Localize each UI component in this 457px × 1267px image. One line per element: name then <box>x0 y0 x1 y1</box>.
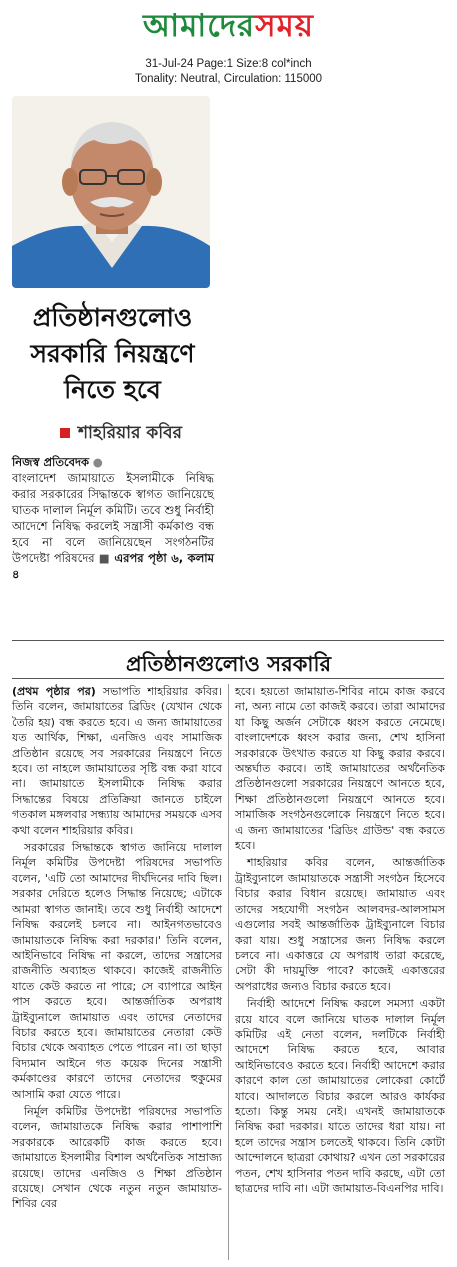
col2-paragraph-1: হবে। হয়তো জামায়াত-শিবির নামে কাজ করবে না, অন্য নামে তো কাজই করবে। তারা আমাদের যা কিছু অর্জন সেটাকে ধ্বংস করতে নেমেছে। বাংলাদেশকে ধ্বংস করার জন্য, শেখ হাসিনা সরকারকে উৎখাত করতে যা কিছু করার করবে। অন্তর্ঘাত করবে। তাই জামায়াতের অর্থনৈতিক প্রতিষ্ঠানগুলো সরকারের নিয়ন্ত্রণে আনতে হবে, শিক্ষা প্রতিষ্ঠানগুলো নিয়ন্ত্রণে আনতে হবে। সামাজিক সংগঠনগুলোকে নিয়ন্ত্রণে নিতে হবে। এ জন্য জামায়াতের 'ব্রিডিং গ্রাউন্ড' বন্ধ করতে হবে। <box>235 685 445 853</box>
continued-section-title: প্রতিষ্ঠানগুলোও সরকারি <box>125 651 332 676</box>
col1-paragraph-3: নির্মূল কমিটির উপদেষ্টা পরিষদের সভাপতি বলেন, জামায়াতকে নিষিদ্ধ করার পাশাপাশি সরকারকে আরেকটি কাজ করতে হবে। জামায়াতে ইসলামীর বিশাল অর্থনৈতিক সাম্রাজ্য রয়েছে। তাদের এনজিও ও শিক্ষা প্রতিষ্ঠান রয়েছে। সেখান থেকে নতুন নতুন জামায়াত-শিবির বের <box>12 1104 222 1211</box>
masthead-part-1: আমাদের <box>142 8 256 44</box>
section-top-rule <box>12 640 444 641</box>
reporter-label: নিজস্ব প্রতিবেদক <box>12 455 90 469</box>
continuation-square-icon: ■ <box>98 551 111 565</box>
headline <box>0 300 225 408</box>
continuation-note: এরপর পৃষ্ঠা ৬, কলাম ৪ <box>12 551 214 581</box>
col1-paragraph-2: সরকারের সিদ্ধান্তকে স্বাগত জানিয়ে দালাল নির্মূল কমিটির উপদেষ্টা পরিষদের সভাপতি বলেন, 'এটি তো আমাদের দীর্ঘদিনের দাবি ছিল। সরকার দেরিতে হলেও সিদ্ধান্ত নিয়েছে; এটাকে আমরা স্বাগত জানাই। তবে শুধু নির্বাহী আদেশে নিষিদ্ধ করলেই চলবে না। আইনগতভাবেও জামায়াতকে নিষিদ্ধ করা দরকার।' তিনি বলেন, আইনিভাবে নিষিদ্ধ না করলে, তাদের সন্ত্রাসের রাজনীতি অব্যাহত থাকবে। কাজেই রাজনীতি যাতে কেউ করতে না পারে; সে ব্যাপারে আইন পাস করতে হবে। আন্তর্জাতিক অপরাধ ট্রাইব্যুনালে জামায়াত এবং তাদের নেতাদের বিচার করতে হবে। জামায়াতের নেতারা কেউ বিচার থেকে অব্যাহত পেতে পারেন না। তা ছাড়া বিদ্যমান আইনে গত কয়েক দিনের সন্ত্রাসী কর্মকাণ্ডের কারণে তাদের নেতাদের হুকুমের আসামি করা যেতে পারে। <box>12 841 222 1101</box>
author-byline <box>60 420 182 448</box>
article-column-1 <box>12 684 222 1214</box>
grey-dot-icon: ● <box>92 455 103 469</box>
author-name: শাহরিয়ার কবির <box>78 423 182 443</box>
article-column-2 <box>235 684 445 1198</box>
col2-paragraph-3: নির্বাহী আদেশে নিষিদ্ধ করলে সমস্যা একটা রয়ে যাবে বলে জানিয়ে ঘাতক দালাল নির্মূল কমিটির এই নেতা বলেন, দলটিকে নির্বাহী আদেশে নিষিদ্ধ করতে হবে, আবার আইনিভাবেও করতে হবে। নির্বাহী আদেশে করার কারণে কাল তো জামায়াতের লোকেরা কোর্টে যাবে। আদালতে বিচার করলে আরও কার্যকর হতো। কিন্তু সময় নেই। এখনই জামায়াতকে নিষিদ্ধ করা দরকার। যাতে তাদের ধরা যায়। না হলে তাদের সন্ত্রাস চলতেই থাকবে। তিনি কোটা আন্দোলনে ছাত্ররা কোথায়? এখন তো সরকারের পতন, শেখ হাসিনার পতন দাবি করছে, এটা তো ছাত্রদের দাবি না। এটা জামায়াত-বিএনপির দাবি। <box>235 997 445 1195</box>
headline-line-2: সরকারি নিয়ন্ত্রণে <box>30 339 195 368</box>
clipping-meta-line-2: Tonality: Neutral, Circulation: 115000 <box>134 73 323 85</box>
section-title-rule <box>12 678 444 679</box>
teaser-text: বাংলাদেশ জামায়াতে ইসলামীকে নিষিদ্ধ করার সরকারের সিদ্ধান্তকে স্বাগত জানিয়েছে ঘাতক দালাল নির্মূল কমিটি। তবে শুধু নির্বাহী আদেশে নিষিদ্ধ করলেই সন্ত্রাসী কর্মকাণ্ড বন্ধ হবে না বলে জানিয়েছেন সংগঠনটির উপদেষ্টা পরিষদের <box>12 471 214 565</box>
author-portrait-image <box>12 96 210 288</box>
clipping-meta-line-1: 31-Jul-24 Page:1 Size:8 col*inch <box>145 58 312 70</box>
column-divider <box>228 684 229 1260</box>
masthead-logo <box>0 2 457 54</box>
col1-paragraph-1: সভাপতি শাহরিয়ার কবির। তিনি বলেন, জামায়াতের ব্রিডিং (যেখান থেকে তৈরি হয়) বন্ধ করতে হবে। এ জন্য জামায়াতের যত আর্থিক, শিক্ষা, এনজিও এবং সামাজিক প্রতিষ্ঠান রয়েছে সব সরকারের নিয়ন্ত্রণে নিতে হবে। তা নাহলে জামায়াতের সৃষ্টি বন্ধ করা যাবে না। জামায়াতে ইসলামীকে নিষিদ্ধ করার সিদ্ধান্তের বিষয়ে প্রতিক্রিয়া জানতে চাইলে গতকাল মঙ্গলবার সন্ধ্যায় আমাদের সময়কে এসব কথা বলেন শাহরিয়ার কবির। <box>12 685 222 837</box>
headline-line-1: প্রতিষ্ঠানগুলোও <box>32 303 193 332</box>
masthead-part-2: সময় <box>255 8 315 44</box>
red-square-bullet-icon <box>60 428 70 438</box>
headline-line-3: নিতে হবে <box>64 375 161 404</box>
author-photo <box>12 96 210 288</box>
teaser-paragraph <box>12 454 214 582</box>
continued-lead: (প্রথম পৃষ্ঠার পর) <box>12 685 96 698</box>
col2-paragraph-2: শাহরিয়ার কবির বলেন, আন্তর্জাতিক ট্রাইব্যুনালে জামায়াতকে সন্ত্রাসী সংগঠন হিসেবে বিচার করার বিধান রয়েছে। জামায়াত এবং তাদের সহযোগী সংগঠন আলবদর-আলসামস এগুলোর সবই আন্তর্জাতিক ট্রাইব্যুনালে বিচার করা যায়। শুধু সন্ত্রাসের জন্য নিষিদ্ধ করলে চলবে না। একাত্তরে যে অপরাধ তারা করেছে, সেটা কী দায়মুক্তি পাবে? কাজেই একাত্তরের অপরাধের জন্যও বিচার করতে হবে। <box>235 856 445 993</box>
